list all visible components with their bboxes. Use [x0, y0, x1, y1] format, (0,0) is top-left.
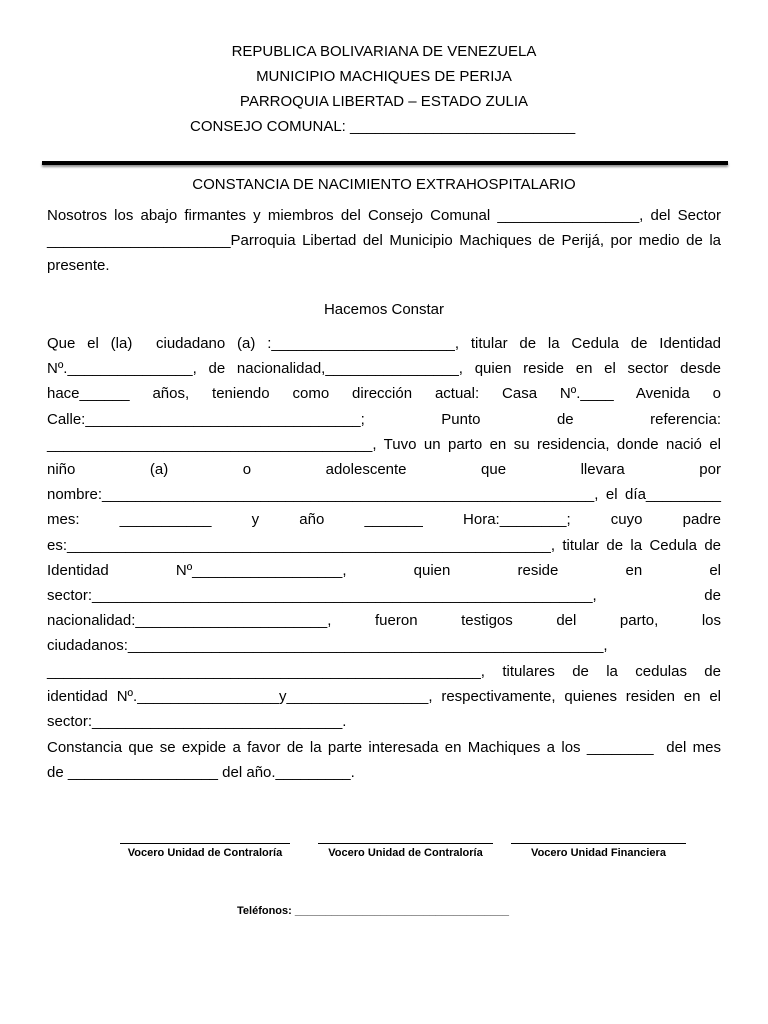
header-divider: [42, 161, 728, 165]
body-line: Nº._______________, de nacionalidad,________________, quien reside en el sector desde: [47, 360, 721, 378]
closing-paragraph: [47, 735, 721, 785]
body-line: nombre:___________________________________________________________, el día_________: [47, 486, 721, 504]
signature-label: Vocero Unidad de Contraloría: [127, 847, 283, 859]
body-line: sector:______________________________.: [47, 713, 347, 731]
closing-line: de __________________ del año._________.: [47, 764, 355, 782]
signature-block-contraloria-2: [318, 843, 493, 860]
signature-line: [318, 843, 493, 844]
header-republic: REPUBLICA BOLIVARIANA DE VENEZUELA: [231, 43, 537, 60]
body-line: nacionalidad:_______________________, fueron testigos del parto, los: [47, 612, 721, 630]
signature-block-contraloria-1: [120, 843, 290, 860]
body-line: sector:____________________________________________________________, de: [47, 587, 721, 605]
header-municipality: MUNICIPIO MACHIQUES DE PERIJA: [256, 68, 512, 85]
intro-line: presente.: [47, 257, 110, 275]
body-line: Calle:_________________________________; Punto de referencia:: [47, 410, 721, 428]
header-parish: PARROQUIA LIBERTAD – ESTADO ZULIA: [239, 93, 529, 110]
body-line: hace______ años, teniendo como dirección actual: Casa Nº.____ Avenida o: [47, 385, 721, 403]
closing-line: Constancia que se expide a favor de la parte interesada en Machiques a los ________ del mes: [47, 739, 721, 756]
signature-line: [120, 843, 290, 844]
body-line: ciudadanos:_________________________________________________________,: [47, 637, 608, 655]
body-line: identidad Nº._________________y_________________, respectivamente, quienes residen en el: [47, 687, 721, 705]
body-line: Identidad Nº__________________, quien reside en el: [47, 561, 721, 579]
intro-line: Nosotros los abajo firmantes y miembros del Consejo Comunal _________________, del Sector: [47, 207, 721, 224]
body-line: es:__________________________________________________________, titular de la Cedula de: [47, 536, 721, 554]
body-line: mes: ___________ y año _______ Hora:________; cuyo padre: [47, 511, 721, 529]
body-line: Que el (la) ciudadano (a) :______________________, titular de la Cedula de Identidad: [47, 335, 721, 352]
header-consejo-comunal: CONSEJO COMUNAL: ___________________________: [190, 118, 576, 135]
document-title: CONSTANCIA DE NACIMIENTO EXTRAHOSPITALARIO: [192, 176, 576, 193]
telefonos-field: Teléfonos: ___________________________________: [237, 905, 509, 917]
signature-label: Vocero Unidad Financiera: [531, 847, 666, 859]
signature-block-financiera: [511, 843, 686, 860]
body-paragraph: [47, 331, 721, 734]
hacemos-constar-heading: Hacemos Constar: [323, 301, 445, 318]
body-line: niño (a) o adolescente que llevara por: [47, 461, 721, 479]
signature-line: [511, 843, 686, 844]
intro-paragraph: [47, 203, 721, 279]
body-line: _______________________________________, Tuvo un parto en su residencia, donde nació el: [47, 435, 721, 453]
signature-label: Vocero Unidad de Contraloría: [328, 847, 483, 859]
intro-line: ______________________Parroquia Libertad del Municipio Machiques de Perijá, por medio de la: [47, 232, 721, 250]
body-line: ____________________________________________________, titulares de la cedulas de: [47, 662, 721, 680]
